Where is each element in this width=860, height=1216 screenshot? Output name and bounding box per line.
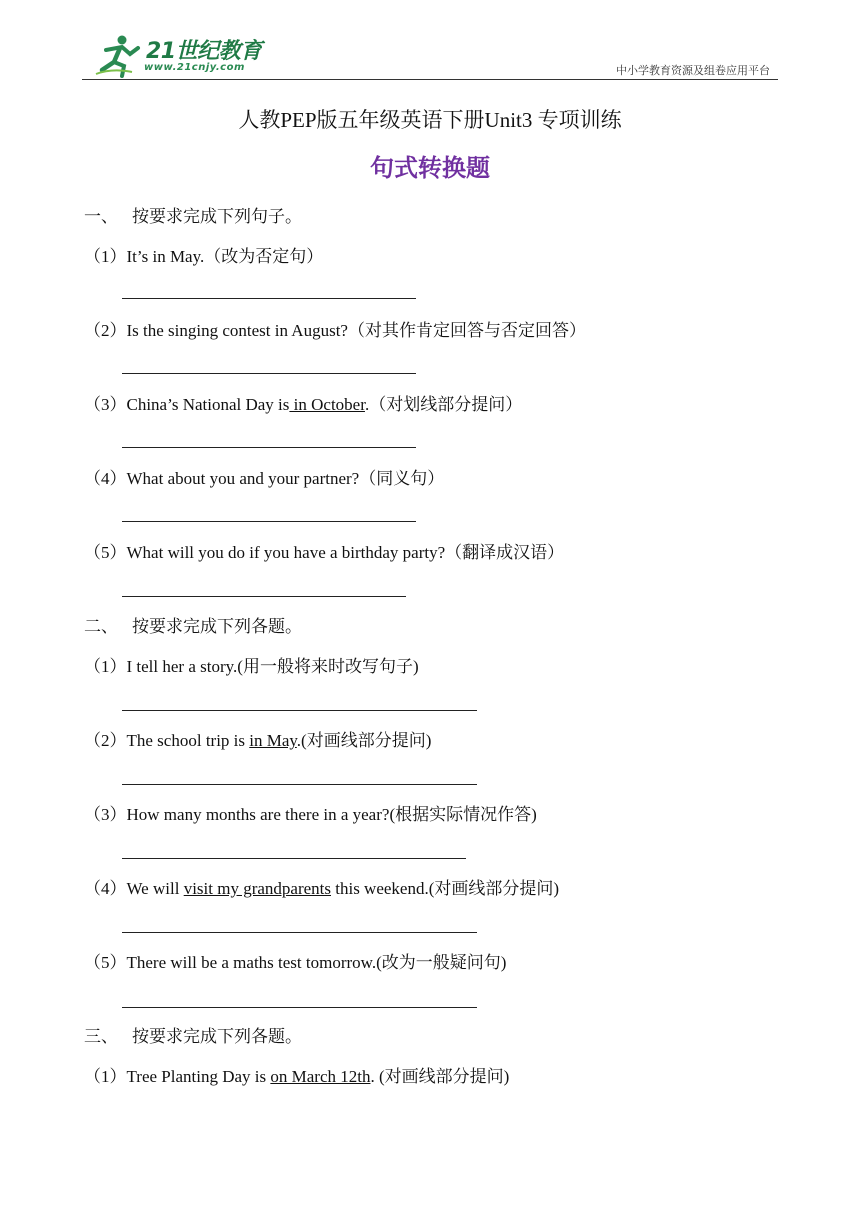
answer-line[interactable] xyxy=(122,521,416,522)
question-text: （5）There will be a maths test tomorrow. xyxy=(84,953,377,972)
question xyxy=(84,242,323,267)
answer-line[interactable] xyxy=(122,298,416,299)
question-text: （2）The school trip is xyxy=(84,731,250,750)
underlined-phrase: on March 12th xyxy=(270,1067,371,1086)
question-instruction: (改为一般疑问句) xyxy=(376,953,507,972)
question xyxy=(84,538,564,563)
question xyxy=(84,800,537,825)
question xyxy=(84,464,444,489)
question-text: （4）What about you and your partner? xyxy=(84,469,360,488)
answer-line[interactable] xyxy=(122,858,466,859)
answer-line[interactable] xyxy=(122,373,416,374)
section-heading xyxy=(84,1022,302,1047)
header-divider xyxy=(82,79,778,80)
underlined-phrase: visit my grandparents xyxy=(183,879,331,898)
section-title: 按要求完成下列句子。 xyxy=(132,207,302,226)
question-instruction: .（对划线部分提问） xyxy=(364,395,523,414)
question xyxy=(84,390,522,415)
section-title: 按要求完成下列各题。 xyxy=(132,1027,302,1046)
answer-line[interactable] xyxy=(122,710,477,711)
question-text: （5）What will you do if you have a birthday party? xyxy=(84,543,446,562)
page-title: 人教PEP版五年级英语下册Unit3 专项训练 xyxy=(238,108,622,132)
question xyxy=(84,652,419,677)
section-number: 一、 xyxy=(84,207,118,226)
question-text: （4）We will xyxy=(84,879,184,898)
question-text: （1）Tree Planting Day is xyxy=(84,1067,271,1086)
question-instruction: this weekend.(对画线部分提问) xyxy=(331,879,560,898)
platform-name: 中小学教育资源及组卷应用平台 xyxy=(616,64,770,77)
question xyxy=(84,874,559,899)
question xyxy=(84,316,586,341)
question-instruction: .(对画线部分提问) xyxy=(296,731,432,750)
logo-text: 21世纪教育 xyxy=(146,39,262,64)
section-number: 三、 xyxy=(84,1027,118,1046)
section-heading xyxy=(84,612,302,637)
question-instruction: （同义句） xyxy=(359,469,445,488)
question-text: （1）I tell her a story. xyxy=(84,657,238,676)
section-number: 二、 xyxy=(84,617,118,636)
question-text: （3）China’s National Day is xyxy=(84,395,290,414)
question xyxy=(84,948,506,973)
logo-url: www.21cnjy.com xyxy=(144,62,245,73)
section-heading xyxy=(84,202,302,227)
question-text: （2）Is the singing contest in August? xyxy=(84,321,348,340)
answer-line[interactable] xyxy=(122,447,416,448)
answer-line[interactable] xyxy=(122,784,477,785)
question-instruction: （翻译成汉语） xyxy=(445,543,565,562)
question-instruction: . (对画线部分提问) xyxy=(370,1067,510,1086)
question-instruction: (用一般将来时改写句子) xyxy=(237,657,419,676)
question-instruction: （改为否定句） xyxy=(204,247,324,266)
page-subtitle: 句式转换题 xyxy=(370,154,490,182)
question xyxy=(84,1062,509,1087)
question-text: （3）How many months are there in a year? xyxy=(84,805,390,824)
underlined-phrase: in October xyxy=(289,395,365,414)
answer-line[interactable] xyxy=(122,596,406,597)
question-instruction: （对其作肯定回答与否定回答） xyxy=(347,321,586,340)
section-title: 按要求完成下列各题。 xyxy=(132,617,302,636)
answer-line[interactable] xyxy=(122,932,477,933)
question-text: （1）It’s in May. xyxy=(84,247,205,266)
question xyxy=(84,726,431,751)
logo xyxy=(92,34,262,78)
answer-line[interactable] xyxy=(122,1007,477,1008)
runner-logo-icon xyxy=(92,34,142,78)
page-header xyxy=(82,30,778,82)
underlined-phrase: in May xyxy=(249,731,297,750)
question-instruction: (根据实际情况作答) xyxy=(389,805,537,824)
